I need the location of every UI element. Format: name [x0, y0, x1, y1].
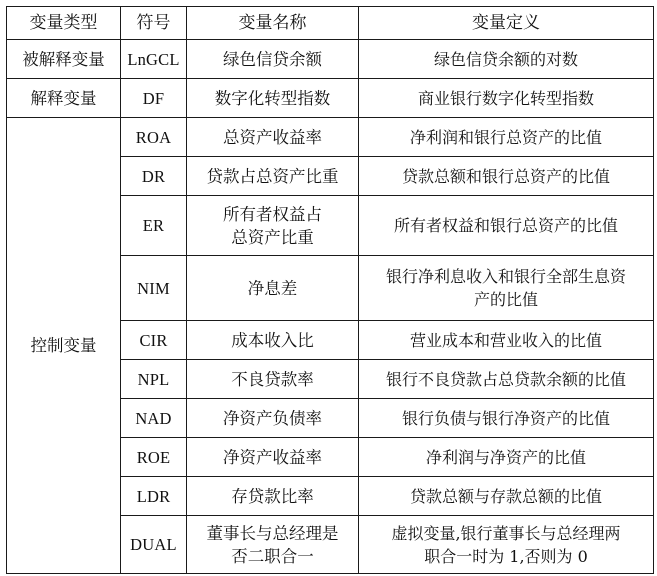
- definition-cell: 虚拟变量,银行董事长与总经理两 职合一时为 1,否则为 0: [359, 516, 654, 574]
- definition-cell: 贷款总额和银行总资产的比值: [359, 157, 654, 196]
- name-cell: 数字化转型指数: [187, 79, 359, 118]
- name-cell: 净资产收益率: [187, 438, 359, 477]
- definition-cell: 银行净利息收入和银行全部生息资 产的比值: [359, 256, 654, 321]
- name-cell: 所有者权益占 总资产比重: [187, 196, 359, 256]
- symbol-cell: ER: [121, 196, 187, 256]
- symbol-cell: NIM: [121, 256, 187, 321]
- variable-type-cell: 解释变量: [7, 79, 121, 118]
- definition-cell: 银行不良贷款占总贷款余额的比值: [359, 360, 654, 399]
- name-cell: 净资产负债率: [187, 399, 359, 438]
- name-cell: 成本收入比: [187, 321, 359, 360]
- header-variable-name: 变量名称: [187, 7, 359, 40]
- name-cell: 存贷款比率: [187, 477, 359, 516]
- symbol-cell: DF: [121, 79, 187, 118]
- name-cell: 董事长与总经理是 否二职合一: [187, 516, 359, 574]
- symbol-cell: NPL: [121, 360, 187, 399]
- definition-cell: 银行负债与银行净资产的比值: [359, 399, 654, 438]
- name-cell: 绿色信贷余额: [187, 40, 359, 79]
- definition-cell: 净利润与净资产的比值: [359, 438, 654, 477]
- definition-cell: 净利润和银行总资产的比值: [359, 118, 654, 157]
- symbol-cell: ROE: [121, 438, 187, 477]
- name-cell: 总资产收益率: [187, 118, 359, 157]
- symbol-cell: DR: [121, 157, 187, 196]
- symbol-cell: CIR: [121, 321, 187, 360]
- variable-definition-table: [6, 6, 654, 574]
- symbol-cell: LnGCL: [121, 40, 187, 79]
- variable-type-cell: 被解释变量: [7, 40, 121, 79]
- definition-cell: 营业成本和营业收入的比值: [359, 321, 654, 360]
- header-variable-definition: 变量定义: [359, 7, 654, 40]
- table-row: [7, 40, 654, 79]
- symbol-cell: NAD: [121, 399, 187, 438]
- table-row: [7, 118, 654, 157]
- table-row: [7, 79, 654, 118]
- name-cell: 不良贷款率: [187, 360, 359, 399]
- name-cell: 净息差: [187, 256, 359, 321]
- header-row: [7, 7, 654, 40]
- definition-cell: 贷款总额与存款总额的比值: [359, 477, 654, 516]
- symbol-cell: DUAL: [121, 516, 187, 574]
- header-symbol: 符号: [121, 7, 187, 40]
- name-cell: 贷款占总资产比重: [187, 157, 359, 196]
- variable-type-cell: 控制变量: [7, 118, 121, 574]
- definition-cell: 商业银行数字化转型指数: [359, 79, 654, 118]
- symbol-cell: LDR: [121, 477, 187, 516]
- header-variable-type: 变量类型: [7, 7, 121, 40]
- definition-cell: 绿色信贷余额的对数: [359, 40, 654, 79]
- definition-cell: 所有者权益和银行总资产的比值: [359, 196, 654, 256]
- symbol-cell: ROA: [121, 118, 187, 157]
